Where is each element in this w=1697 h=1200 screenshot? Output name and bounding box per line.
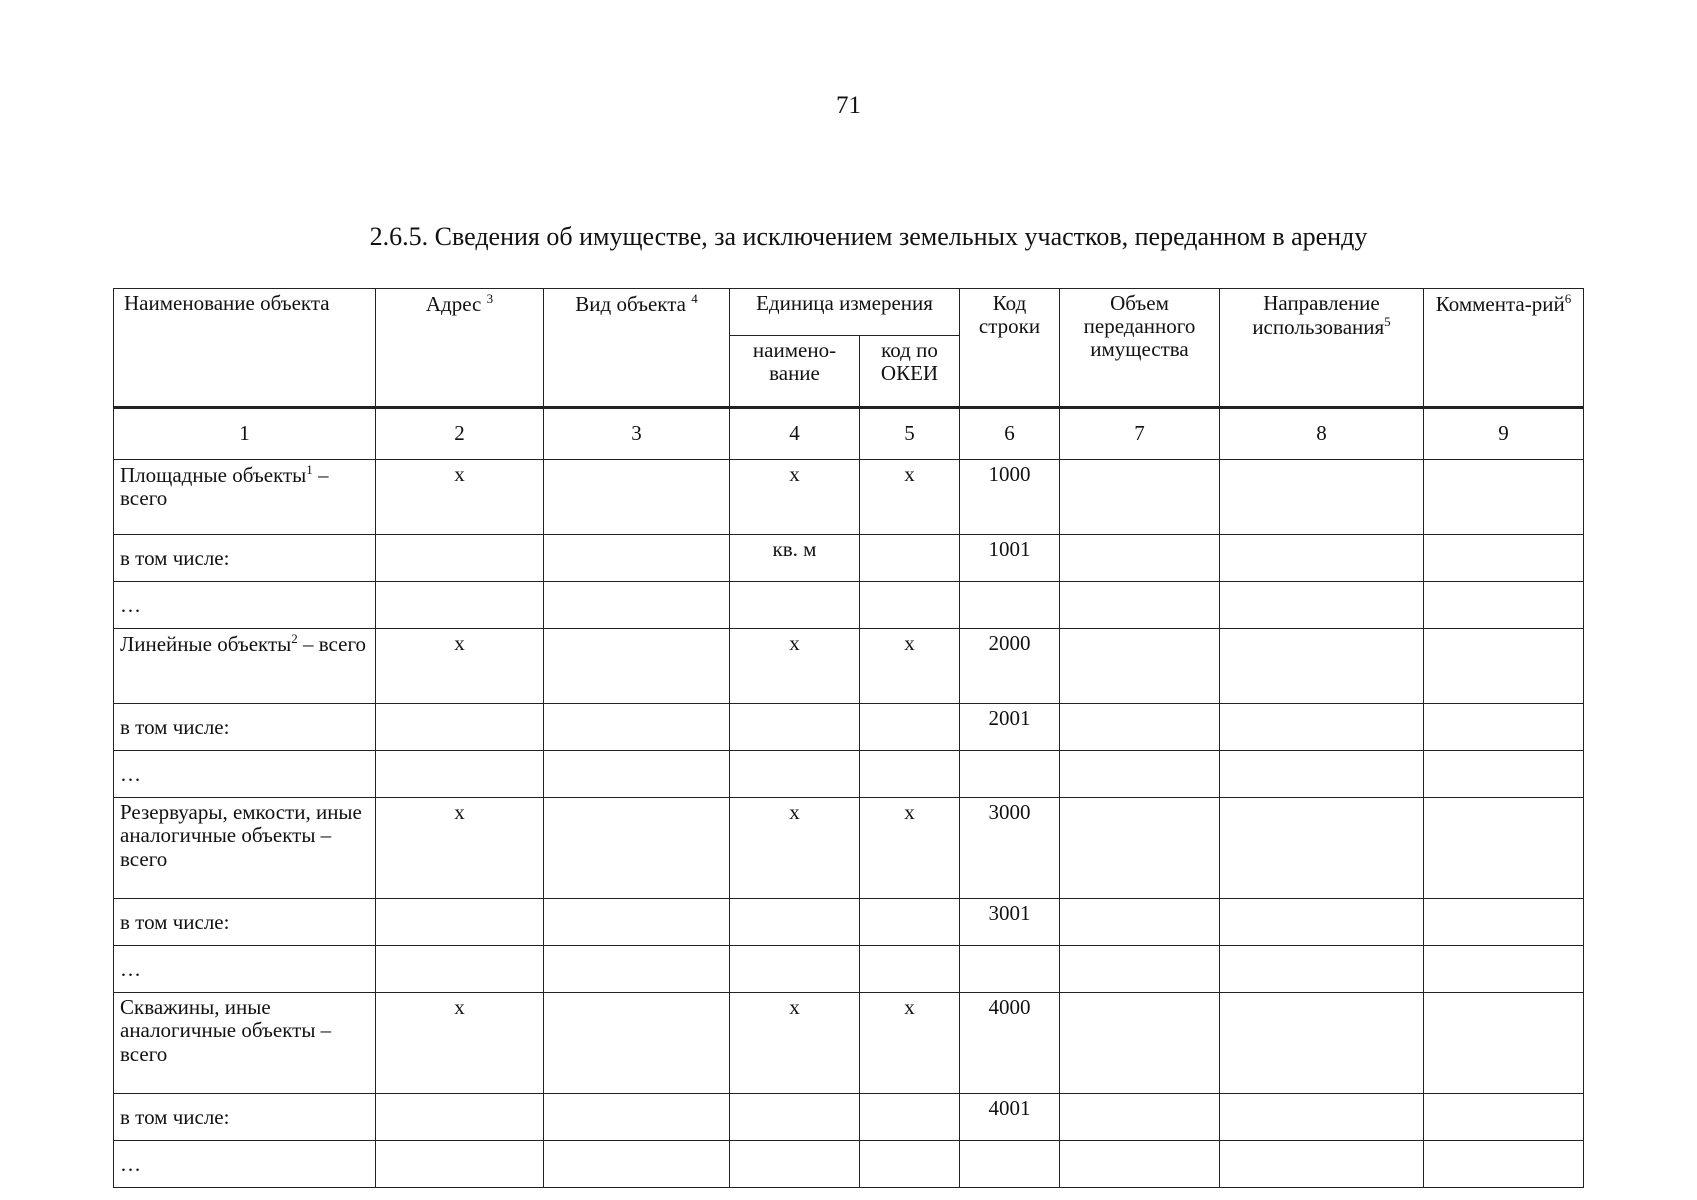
row-unit-code — [860, 704, 960, 751]
header-address: Адрес $^3$ — [376, 289, 544, 408]
table-row — [114, 1094, 1584, 1141]
row-address: х — [376, 460, 544, 535]
row-volume — [1060, 946, 1220, 993]
row-comment — [1424, 946, 1584, 993]
header-volume: Объем переданного имущества — [1060, 289, 1220, 408]
row-unit-name — [730, 899, 860, 946]
table-row — [114, 535, 1584, 582]
row-unit-name — [730, 1094, 860, 1141]
row-code: 1001 — [960, 535, 1060, 582]
row-unit-name: х — [730, 629, 860, 704]
header-direction: Направление использования$^5$ — [1220, 289, 1424, 408]
row-comment — [1424, 629, 1584, 704]
row-unit-name — [730, 582, 860, 629]
row-name: Скважины, иные аналогичные объекты – всего — [114, 993, 376, 1094]
header-code: Код строки — [960, 289, 1060, 408]
row-unit-name — [730, 1141, 860, 1188]
column-numbers-row — [114, 408, 1584, 460]
row-name: Площадные объекты$^1$ – всего — [114, 460, 376, 535]
row-code — [960, 946, 1060, 993]
row-address: х — [376, 993, 544, 1094]
row-type — [544, 946, 730, 993]
row-unit-code — [860, 1094, 960, 1141]
header-type: Вид объекта $^4$ — [544, 289, 730, 408]
column-number: 1 — [114, 408, 376, 460]
row-name: в том числе: — [114, 704, 376, 751]
row-unit-code: х — [860, 993, 960, 1094]
row-comment — [1424, 460, 1584, 535]
row-unit-code: х — [860, 629, 960, 704]
row-volume — [1060, 704, 1220, 751]
row-volume — [1060, 798, 1220, 899]
row-name: в том числе: — [114, 1094, 376, 1141]
row-name: Линейные объекты$^2$ – всего — [114, 629, 376, 704]
row-name: … — [114, 582, 376, 629]
row-address — [376, 535, 544, 582]
row-address — [376, 899, 544, 946]
row-volume — [1060, 1094, 1220, 1141]
row-direction — [1220, 946, 1424, 993]
row-comment — [1424, 751, 1584, 798]
row-address — [376, 1141, 544, 1188]
row-name: в том числе: — [114, 899, 376, 946]
row-direction — [1220, 704, 1424, 751]
row-unit-name: кв. м — [730, 535, 860, 582]
table-row — [114, 751, 1584, 798]
row-code — [960, 582, 1060, 629]
row-code: 3000 — [960, 798, 1060, 899]
row-name: … — [114, 1141, 376, 1188]
table-row — [114, 629, 1584, 704]
row-unit-name — [730, 751, 860, 798]
row-volume — [1060, 582, 1220, 629]
header-unit-code: код по ОКЕИ — [860, 336, 960, 408]
row-volume — [1060, 993, 1220, 1094]
row-code: 2001 — [960, 704, 1060, 751]
row-direction — [1220, 899, 1424, 946]
header-unit: Единица измерения — [730, 289, 960, 336]
row-comment — [1424, 993, 1584, 1094]
row-unit-code: х — [860, 460, 960, 535]
row-code — [960, 751, 1060, 798]
row-direction — [1220, 535, 1424, 582]
row-code: 1000 — [960, 460, 1060, 535]
property-table — [113, 288, 1584, 1188]
row-code: 2000 — [960, 629, 1060, 704]
row-volume — [1060, 460, 1220, 535]
column-number: 4 — [730, 408, 860, 460]
row-comment — [1424, 704, 1584, 751]
row-type — [544, 629, 730, 704]
row-address: х — [376, 629, 544, 704]
row-address — [376, 704, 544, 751]
row-code — [960, 1141, 1060, 1188]
row-volume — [1060, 629, 1220, 704]
table-row — [114, 993, 1584, 1094]
row-type — [544, 798, 730, 899]
row-unit-name — [730, 946, 860, 993]
row-direction — [1220, 751, 1424, 798]
document-title: 2.6.5. Сведения об имуществе, за исключением земельных участков, переданном в аренду — [369, 222, 1368, 251]
column-number: 2 — [376, 408, 544, 460]
row-comment — [1424, 535, 1584, 582]
row-type — [544, 993, 730, 1094]
row-direction — [1220, 460, 1424, 535]
row-type — [544, 704, 730, 751]
row-type — [544, 535, 730, 582]
row-address: х — [376, 798, 544, 899]
row-comment — [1424, 899, 1584, 946]
row-unit-code — [860, 582, 960, 629]
row-address — [376, 1094, 544, 1141]
row-unit-code — [860, 899, 960, 946]
row-unit-name: х — [730, 993, 860, 1094]
row-comment — [1424, 798, 1584, 899]
row-type — [544, 460, 730, 535]
row-name: … — [114, 751, 376, 798]
row-address — [376, 751, 544, 798]
row-comment — [1424, 582, 1584, 629]
table-row — [114, 1141, 1584, 1188]
row-name: в том числе: — [114, 535, 376, 582]
row-comment — [1424, 1094, 1584, 1141]
column-number: 5 — [860, 408, 960, 460]
row-type — [544, 1141, 730, 1188]
table-row — [114, 704, 1584, 751]
row-unit-code — [860, 535, 960, 582]
row-direction — [1220, 1141, 1424, 1188]
row-unit-name: х — [730, 460, 860, 535]
row-volume — [1060, 899, 1220, 946]
row-direction — [1220, 1094, 1424, 1141]
table-row — [114, 798, 1584, 899]
row-type — [544, 582, 730, 629]
row-direction — [1220, 582, 1424, 629]
row-direction — [1220, 629, 1424, 704]
row-volume — [1060, 751, 1220, 798]
row-address — [376, 946, 544, 993]
row-unit-code — [860, 946, 960, 993]
table-row — [114, 460, 1584, 535]
row-volume — [1060, 1141, 1220, 1188]
column-number: 9 — [1424, 408, 1584, 460]
header-unit-name: наимено-вание — [730, 336, 860, 408]
column-number: 8 — [1220, 408, 1424, 460]
row-unit-name — [730, 704, 860, 751]
table-row — [114, 582, 1584, 629]
header-comment: Коммента-рий$^6$ — [1424, 289, 1584, 408]
row-volume — [1060, 535, 1220, 582]
row-unit-name: х — [730, 798, 860, 899]
row-name: … — [114, 946, 376, 993]
row-address — [376, 582, 544, 629]
page-number: 71 — [836, 92, 861, 119]
column-number: 7 — [1060, 408, 1220, 460]
column-number: 6 — [960, 408, 1060, 460]
row-type — [544, 751, 730, 798]
row-type — [544, 899, 730, 946]
row-code: 3001 — [960, 899, 1060, 946]
row-direction — [1220, 798, 1424, 899]
row-unit-code — [860, 751, 960, 798]
row-name: Резервуары, емкости, иные аналогичные объекты – всего — [114, 798, 376, 899]
header-name: Наименование объекта — [114, 289, 376, 408]
column-number: 3 — [544, 408, 730, 460]
row-comment — [1424, 1141, 1584, 1188]
table-row — [114, 899, 1584, 946]
row-code: 4000 — [960, 993, 1060, 1094]
row-type — [544, 1094, 730, 1141]
table-row — [114, 946, 1584, 993]
row-code: 4001 — [960, 1094, 1060, 1141]
row-unit-code: х — [860, 798, 960, 899]
row-direction — [1220, 993, 1424, 1094]
row-unit-code — [860, 1141, 960, 1188]
